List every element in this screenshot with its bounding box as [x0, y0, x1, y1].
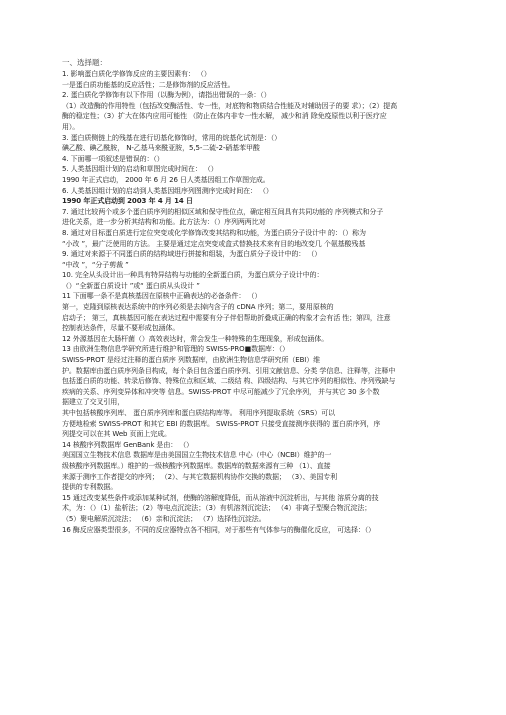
text-line: 碘乙酸、碘乙酰胺， N-乙基马来酰亚胺，5,5-二硫-2-硝基苯甲酸: [62, 144, 260, 153]
text-line: 护。数据库由蛋白质序列条目构成，每个条目包含蛋白质序列、引用文献信息、分类 学信息、注释等，注释中: [62, 366, 396, 375]
text-line: （）“全新蛋白质设计 ”或“ 蛋白质从头设计 ”: [62, 281, 200, 290]
text-line: 其中包括核酸序列库、 蛋白质序列库和蛋白质结构库等。 利用序列提取系统（SRS）可以: [62, 409, 335, 417]
document-body: [62, 69, 462, 535]
text-line: 8. 通过对目标蛋白质进行定位突变或化学修饰改变其结构和功能，为蛋白质分子设计中 的：（）称为: [62, 228, 366, 237]
text-line: 来源于测序工作者提交的序列； （2）、与其它数据机构协作交换的数据； （3）、美国专利: [62, 472, 338, 481]
text-line: 14 核酸序列数据库 GenBank 是由： （）: [62, 440, 194, 449]
text-line: 10. 完全从头设计出一种具有特异结构与功能的全新蛋白质，为蛋白质分子设计中的：: [62, 271, 324, 280]
text-line: 控制表达条件，尽量不要形成包涵体。: [62, 324, 180, 333]
text-line: （1）改造酶的作用特性（包括改变酶活性、专一性，对底物和物质结合性能及对辅助因子的要 求）；（2）提高: [62, 101, 398, 110]
text-line: 16 酶反应器类型很多，不同的反应器特点各不相同，对于那些有气体参与的酶催化反应， 可选择：（）: [62, 525, 376, 534]
text-line: 用）。: [62, 122, 80, 131]
text-line: “小改 ”，最广泛使用的方法。 主要是通过定点突变或盒式替换技术来有目的地改变几 个氨基酸残基: [62, 239, 366, 248]
text-line: 提供的专利数据。: [62, 483, 118, 492]
text-line: 15 通过改变某些条件或添加某种试剂，使酶的溶解度降低，而从溶液中沉淀析出，与其他 溶质分离的技: [62, 493, 379, 502]
text-line: 疾病的关系、序列变异体和冲突等 信息。SWISS-PROT 中尽可能减少了冗余序列， 并与其它 30 多个数: [62, 387, 380, 396]
section-title: 一、选择题：: [62, 58, 107, 67]
text-line: 1990 年正式启动， 2000 年 6 月 26 日人类基因组工作草图完成。: [62, 175, 270, 184]
text-line: 2. 蛋白质化学修饰有以下作用（以酶为例），请指出错误的一条：（）: [62, 91, 271, 100]
text-line: 一是蛋白质功能基的反应活性；二是修饰剂的反应活性。: [62, 80, 235, 89]
text-line: 1. 影响蛋白质化学修饰反应的主要因素有： （）: [62, 70, 211, 78]
text-line: 列提交可以在其 Web 页面上完成。: [62, 430, 171, 439]
text-line: 进化关系，进一步分析其结构和功能。此方法为：（）序列两两比对: [62, 218, 266, 227]
text-line: 3. 蛋白质侧链上的残基在进行切基化修饰时，常用的烷基化试剂是：（）: [62, 133, 282, 142]
text-line: SWISS-PROT 是经过注释的蛋白质序 列数据库，由欧洲生物信息学研究所（EBI）维: [62, 356, 321, 365]
text-line: 11 下面哪一条不是真核基因在原核中正确表达的必备条件： （）: [62, 292, 262, 301]
text-line: 1990 年正式启动到 2003 年 4 月 14 日: [62, 197, 193, 206]
text-line: 启动子； 第三，真核基因可能在表达过程中需要有分子伴侣帮助折叠成正确的构象才会有活 性；第四，注意: [62, 313, 391, 322]
text-line: 美国国立生物技术信息 数据库是由美国国立生物技术信息 中心（中心（NCBI）维护的一: [62, 451, 332, 460]
text-line: 12 外源基因在大肠杆菌（）高效表达时，常会发生一种特殊的生理现象，形成包涵体。: [62, 334, 329, 343]
text-line: “中改 ”，“分子剪裁 ”: [62, 260, 129, 269]
text-line: 酶的稳定性；（3）扩大在体内应用可能性 （防止在体内非专一性水解， 减少和消 除免疫原性以利于医疗应: [62, 112, 387, 121]
text-line: 术，为：（）（1）盐析法；（2）等电点沉淀法；（3）有机溶剂沉淀法； （4）非离子型聚合物沉淀法；: [62, 504, 372, 513]
text-line: （5）聚电解质沉淀法； （6）亲和沉淀法； （7）选择性沉淀法。: [62, 514, 266, 523]
text-line: 第一，克隆到原核表达系统中的序列必须是去掉内含子的 cDNA 序列；第二，要用原核的: [62, 303, 334, 312]
text-line: 包括蛋白质的功能、转录后修饰、特殊位点和区域、二级结 构、四级结构、与其它序列的相似性、序列残缺与: [62, 377, 396, 386]
text-line: 级核酸序列数据库。）维护的一级核酸序列数据库。数据库的数据来源有三种 （1）、直接: [62, 461, 331, 470]
text-line: 13 由欧洲生物信息学研究所进行维护和管理的 SWISS-PRO■数据库：（）: [62, 345, 290, 354]
text-line: 4. 下面哪一项叙述是错误的：（）: [62, 154, 164, 163]
text-line: 5. 人类基因组计划的启动和草图完成时间在： （）: [62, 165, 218, 174]
text-line: 7. 通过比较两个或多个蛋白质序列的相似区域和保守性位点，确定相互间具有共同功能的 序列模式和分子: [62, 207, 384, 216]
text-line: 9. 通过对来源于不同蛋白质的结构域进行拼接和组装，为蛋白质分子设计中的： （）: [62, 250, 322, 259]
text-line: 据建立了交叉引用，: [62, 398, 125, 407]
text-line: 方便地检索 SWISS-PROT 和其它 EBI 的数据库。 SWISS-PROT 只接受直接测序获得的 蛋白质序列，序: [62, 419, 381, 428]
text-line: 6. 人类基因组计划的启动到人类基因组序列图测序完成时间在： （）: [62, 186, 273, 195]
